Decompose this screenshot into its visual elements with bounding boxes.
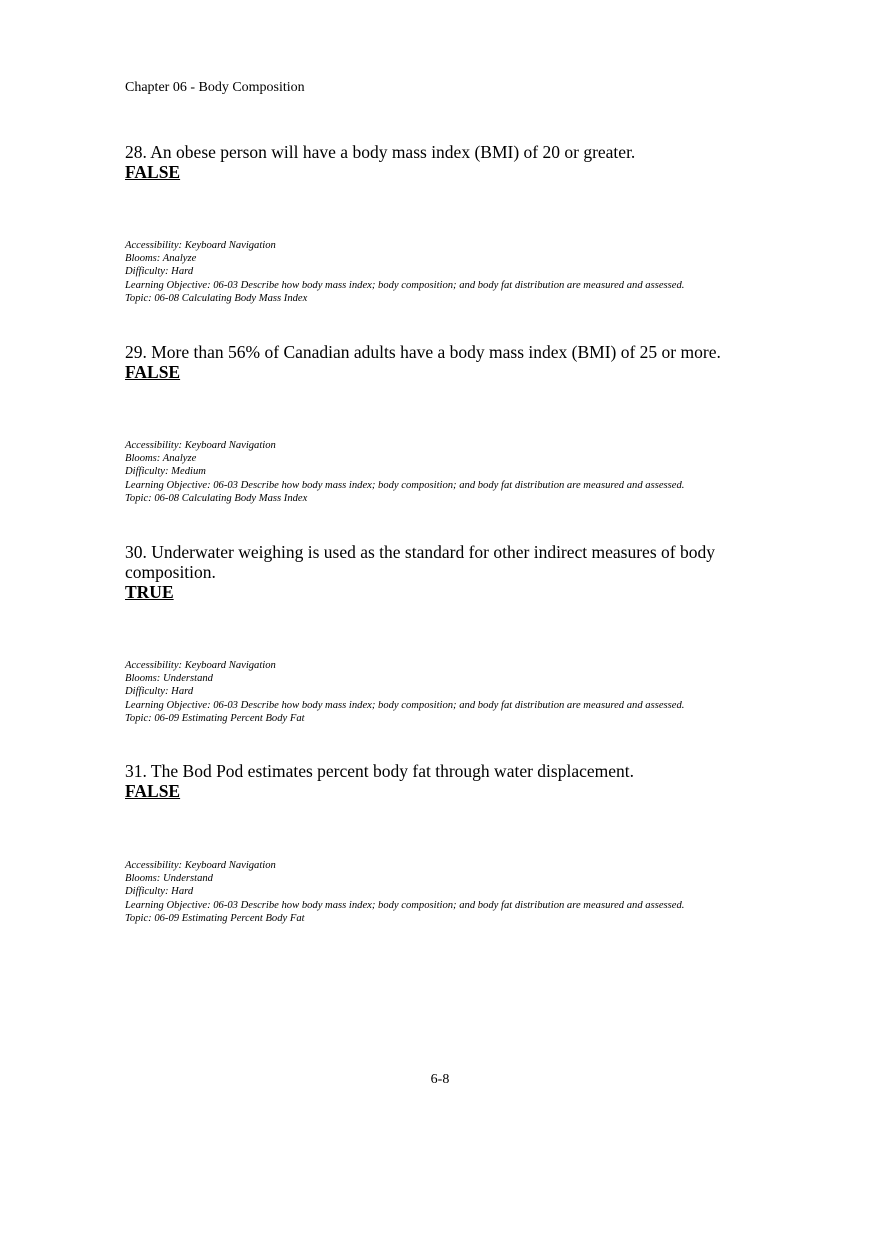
chapter-header: Chapter 06 - Body Composition [125, 80, 305, 95]
question-answer: FALSE [125, 162, 181, 182]
meta-topic: Topic: 06-08 Calculating Body Mass Index [125, 292, 308, 304]
meta-blooms: Blooms: Understand [125, 873, 213, 885]
meta-learning-objective: Learning Objective: 06-03 Describe how body mass index; body composition; and body fat distribution are measured and assessed. [125, 479, 685, 491]
meta-topic: Topic: 06-09 Estimating Percent Body Fat [125, 912, 305, 924]
question-31-metadata [125, 859, 805, 925]
question-30 [125, 542, 725, 602]
question-29 [125, 342, 765, 382]
meta-topic: Topic: 06-09 Estimating Percent Body Fat [125, 712, 305, 724]
meta-accessibility: Accessibility: Keyboard Navigation [125, 660, 276, 671]
question-answer: FALSE [125, 362, 181, 382]
question-answer: TRUE [125, 582, 174, 602]
meta-accessibility: Accessibility: Keyboard Navigation [125, 440, 276, 451]
question-text: 28. An obese person will have a body mass index (BMI) of 20 or greater. [125, 142, 636, 162]
meta-difficulty: Difficulty: Hard [125, 686, 194, 698]
question-28 [125, 142, 765, 182]
question-text: 30. Underwater weighing is used as the standard for other indirect measures of body composition. [125, 542, 715, 582]
question-30-metadata [125, 659, 805, 725]
meta-difficulty: Difficulty: Hard [125, 886, 194, 898]
meta-accessibility: Accessibility: Keyboard Navigation [125, 240, 276, 251]
meta-learning-objective: Learning Objective: 06-03 Describe how body mass index; body composition; and body fat distribution are measured and assessed. [125, 279, 685, 291]
meta-learning-objective: Learning Objective: 06-03 Describe how body mass index; body composition; and body fat distribution are measured and assessed. [125, 699, 685, 711]
question-text: 29. More than 56% of Canadian adults have a body mass index (BMI) of 25 or more. [125, 342, 721, 362]
meta-difficulty: Difficulty: Hard [125, 266, 194, 278]
meta-difficulty: Difficulty: Medium [125, 466, 206, 478]
meta-topic: Topic: 06-08 Calculating Body Mass Index [125, 492, 308, 504]
meta-accessibility: Accessibility: Keyboard Navigation [125, 860, 276, 871]
question-31 [125, 761, 765, 801]
meta-blooms: Blooms: Analyze [125, 253, 197, 265]
question-text: 31. The Bod Pod estimates percent body fat through water displacement. [125, 761, 634, 781]
question-29-metadata [125, 439, 805, 505]
question-28-metadata [125, 239, 805, 305]
question-answer: FALSE [125, 781, 181, 801]
page-number: 6-8 [430, 1072, 450, 1087]
meta-learning-objective: Learning Objective: 06-03 Describe how body mass index; body composition; and body fat distribution are measured and assessed. [125, 899, 685, 911]
meta-blooms: Blooms: Understand [125, 673, 213, 685]
meta-blooms: Blooms: Analyze [125, 453, 197, 465]
